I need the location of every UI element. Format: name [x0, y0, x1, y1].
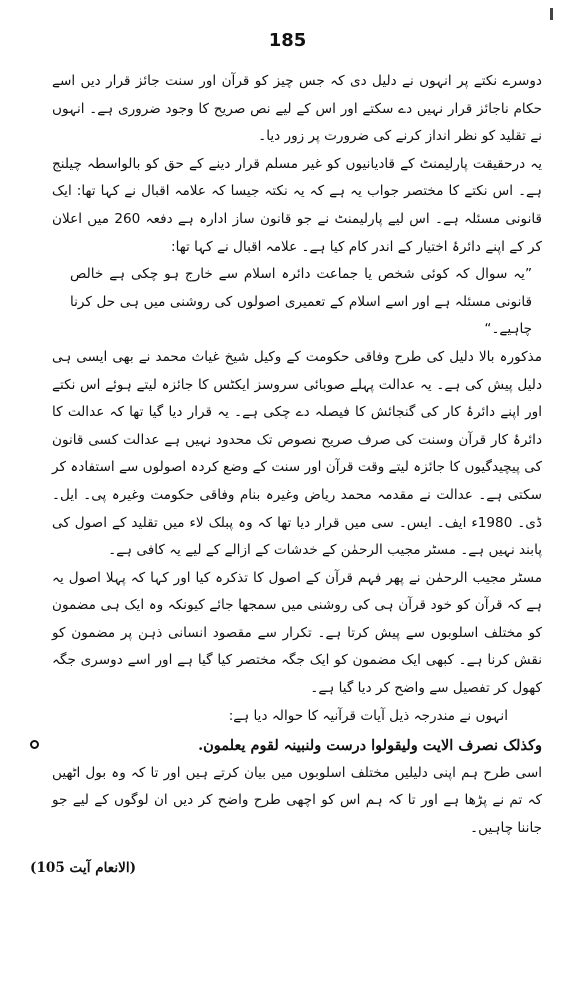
quran-verse: وکذلک نصرف الایت ولیقولوا درست ولنبینہ لقوم یعلمون.: [198, 737, 542, 755]
paragraph-5: انہوں نے مندرجہ ذیل آیات قرآنیہ کا حوالہ دیا ہے:: [228, 707, 508, 724]
page-number: 185: [268, 30, 307, 51]
paragraph-3: مذکورہ بالا دلیل کی طرح وفاقی حکومت کے وکیل شیخ غیاث محمد نے بھی ایسی ہی دلیل پیش کی ہے۔ یہ عدالت پہلے صوبائی سروسز ایکٹس کا جائزہ لیتے ہوئے اس نکتے اور اپنے دائرۂ کار کی گنجائش کا فیصلہ دے چکی ہے۔ یہ قرار دیا گیا تھا کہ عدالت کا دائرۂ کار قرآن وسنت کی صرف صریح نصوص تک محدود نہیں ہے عدالت کسی قانون کی پیچیدگیوں کا جائزہ لیتے وقت قرآن اور سنت کے وضع کردہ اصولوں سے استفادہ کر سکتی ہے۔ عدالت نے مقدمہ محمد ریاض وغیرہ بنام وفاقی حکومت وغیرہ پی۔ ایل۔ ڈی۔ 1980ء ایف۔ ایس۔ سی میں قرار دیا تھا کہ وہ پبلک لاء میں تقلید کے اصول کی پابند نہیں ہے۔ مسٹر مجیب الرحمٰن کے خدشات کے ازالے کے لیے یہ کافی ہے۔: [52, 348, 542, 559]
corner-mark: [550, 8, 553, 20]
iqbal-quote: ”یہ سوال کہ کوئی شخص یا جماعت دائرہ اسلام سے خارج ہو چکی ہے خالص قانونی مسئلہ ہے اور اسے اسلام کے تعمیری اصولوں کی روشنی میں ہی حل کرنا چاہیے۔“: [70, 266, 532, 338]
verse-block: [52, 732, 542, 760]
circle-bullet-icon: [30, 740, 39, 749]
verse-reference: (الانعام آیت 105): [30, 860, 137, 876]
verse-translation: اسی طرح ہم اپنی دلیلیں مختلف اسلوبوں میں بیان کرتے ہیں اور تا کہ وہ بول اٹھیں کہ تم نے پڑھا ہے اور تا کہ ہم اس کو اچھی طرح واضح کر دیں ان لوگوں کے لیے جو جاننا چاہیں۔: [52, 764, 542, 837]
paragraph-1: دوسرے نکتے پر انہوں نے دلیل دی کہ جس چیز کو قرآن اور سنت جائز قرار دیں اسے حکام ناجائز قرار نہیں دے سکتے اور اس کے لیے نص صریح کا وجود ضروری ہے۔ انہوں نے تقلید کو نظر انداز کرنے کی ضرورت پر زور دیا۔: [52, 73, 542, 145]
paragraph-2: یہ درحقیقت پارلیمنٹ کے قادیانیوں کو غیر مسلم قرار دینے کے حق کو بالواسطہ چیلنج ہے۔ اس نکتے کا مختصر جواب یہ ہے کہ یہ نکتہ جیسا کہ علامہ اقبال نے کہا تھا: ایک قانونی مسئلہ ہے۔ اس لیے پارلیمنٹ نے جو قانون ساز ادارہ ہے دفعہ 260 میں اعلان کر کے اپنے دائرۂ اختیار کے اندر کام کیا ہے۔ علامہ اقبال نے کہا تھا:: [52, 155, 542, 255]
paragraph-4: مسٹر مجیب الرحمٰن نے پھر فہم قرآن کے اصول کا تذکرہ کیا اور کہا کہ پہلا اصول یہ ہے کہ قرآن کو خود قرآن ہی کی روشنی میں سمجھا جائے کیونکہ وہ ایک ہی مضمون کو مختلف اسلوبوں سے پیش کرتا ہے۔ تکرار سے مقصود انسانی ذہن پر مضمون کو نقش کرنا ہے۔ کبھی ایک مضمون کو ایک جگہ مختصر کیا گیا ہے اور اسے دوسری جگہ کھول کر تفصیل سے واضح کر دیا گیا ہے۔: [52, 569, 542, 697]
page-body: [52, 68, 542, 843]
